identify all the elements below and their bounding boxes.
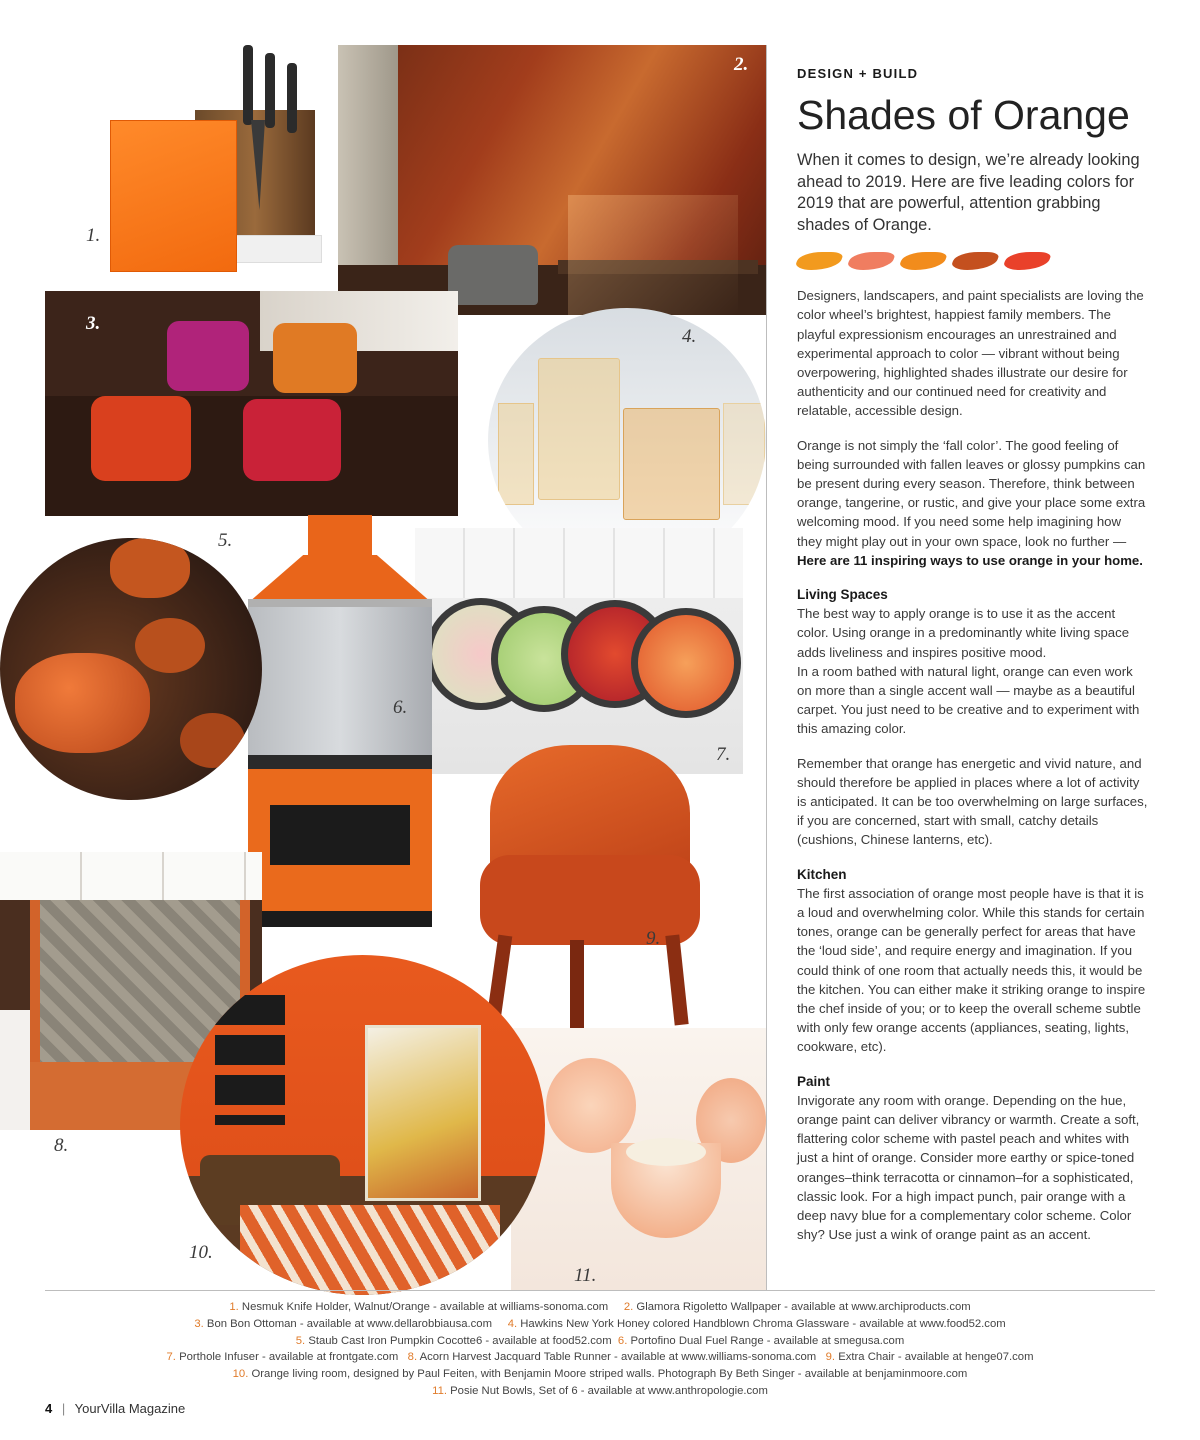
- footer-separator: |: [61, 1401, 66, 1416]
- paragraph-2-bold: Here are 11 inspiring ways to use orange in your home.: [797, 552, 1143, 568]
- credit-text: Porthole Infuser - available at frontgate.com: [179, 1351, 399, 1364]
- photo-wallpaper-room: [338, 45, 766, 315]
- credit-number: 3.: [194, 1317, 204, 1330]
- swatch-1: [794, 252, 845, 270]
- heading-paint: Paint: [797, 1073, 831, 1089]
- label-photo-1: 1.: [86, 225, 101, 246]
- credit-number: 1.: [229, 1301, 239, 1313]
- photo-nut-bowls: [511, 1028, 766, 1290]
- credits-line-5: [45, 1366, 1155, 1383]
- paragraph-2-text: Orange is not simply the ‘fall color’. The good feeling of being surrounded with fallen leaves or glossy pumpkins can be present during every season. Therefore, think between orange, tangerine, or rustic, and give your place some extra welcoming mood. If you need some help imagining how they might play out in your own space, look no further —: [797, 437, 1146, 549]
- paint-paragraph: Invigorate any room with orange. Depending on the hue, orange paint can deliver vibrancy or warmth. Create a soft, flattering color scheme with pastel peach and whites with just a hint of orange. Consider more earthy or spice-toned oranges–think terracotta or cinnamon–for a sophisticated, classic look. For a high impact punch, pair orange with a deep navy blue for a complementary color scheme. Color shy? Use just a wink of orange paint as an accent.: [797, 1092, 1140, 1243]
- photo-pumpkin-cocotte: [0, 538, 262, 800]
- page-number: 4: [45, 1401, 53, 1416]
- color-swatches: [797, 252, 1149, 270]
- credits-line-2: [45, 1316, 1155, 1333]
- credit-number: 8.: [407, 1351, 418, 1364]
- credit-number: 6.: [617, 1334, 628, 1347]
- paragraph-2: [797, 436, 1149, 570]
- paragraph-1: Designers, landscapers, and paint specialists are loving the color wheel’s brightest, happiest family members. The playful expressionism encourages an unrestrained and experimental approach to color — vibrant without being overpowering, highlighted shades illustrate our desire for authenticity and our continued need for creativity and relatable, accessible design.: [797, 288, 1144, 419]
- credits-line-4: [45, 1349, 1155, 1366]
- credit-number: 10.: [232, 1368, 249, 1381]
- swatch-2: [846, 252, 897, 270]
- credits-divider: [45, 1290, 1155, 1291]
- credit-text: Orange living room, designed by Paul Feiten, with Benjamin Moore striped walls. Photograph By Beth Singer - available at benjaminmoore.com: [251, 1368, 968, 1381]
- photo-chair: [470, 745, 710, 1065]
- page-footer: [45, 1401, 185, 1416]
- photo-orange-living-room: [180, 955, 545, 1295]
- credits-line-1: [45, 1299, 1155, 1316]
- credits-line-6: [45, 1383, 1155, 1400]
- label-photo-11: 11.: [574, 1265, 597, 1286]
- label-photo-6: 6.: [393, 697, 408, 718]
- kitchen-paragraph: The first association of orange most people have is that it is a loud and overwhelming color. While this stands for certain tones, orange can be generally perfect for areas that have the ‘loud side’, and require energy and imagination. If you could think of one room that actually needs this, it would be the kitchen. You can either make it striking orange to inspire the chef inside of you; or to keep the overall scheme subtle with only few orange accents (appliances, seating, lights, cookware, etc).: [797, 885, 1146, 1055]
- credit-number: 11.: [432, 1384, 447, 1397]
- section-kicker: DESIGN + BUILD: [797, 66, 919, 81]
- swatch-3: [898, 252, 949, 270]
- magazine-name: YourVilla Magazine: [74, 1401, 186, 1416]
- credit-text: Portofino Dual Fuel Range - available at smegusa.com: [630, 1334, 905, 1347]
- article-intro: When it comes to design, we’re already looking ahead to 2019. Here are five leading colors for 2019 that are powerful, attention grabbing shades of Orange.: [797, 151, 1140, 234]
- credit-text: Posie Nut Bowls, Set of 6 - available at www.anthropologie.com: [450, 1384, 768, 1397]
- credit-text: Hawkins New York Honey colored Handblown Chroma Glassware - available at www.food52.com: [520, 1317, 1006, 1330]
- credit-text: Nesmuk Knife Holder, Walnut/Orange - available at williams-sonoma.com: [241, 1301, 609, 1313]
- living-paragraph-3: Remember that orange has energetic and vivid nature, and should therefore be applied in places where a lot of activity is anticipated. It can be too overwhelming on large surfaces, if you are concerned, start with small, catchy details (cushions, Chinese lanterns, etc).: [797, 755, 1148, 848]
- label-photo-7: 7.: [716, 744, 731, 765]
- credit-number: 2.: [623, 1301, 634, 1313]
- swatch-4: [950, 252, 1001, 270]
- photo-infusers: [415, 528, 743, 774]
- label-photo-8: 8.: [54, 1135, 69, 1156]
- living-paragraph-2: In a room bathed with natural light, orange can even work on more than a single accent wall — maybe as a beautiful carpet. You just need to be creative and to experiment with this amazing color.: [797, 663, 1140, 737]
- photo-credits: [45, 1299, 1155, 1400]
- photo-knife-holder: [105, 45, 325, 275]
- article-title: Shades of Orange: [797, 92, 1130, 138]
- photo-range: [248, 515, 432, 927]
- heading-kitchen: Kitchen: [797, 866, 847, 882]
- credit-text: Extra Chair - available at henge07.com: [838, 1351, 1034, 1364]
- credit-text: Bon Bon Ottoman - available at www.dellarobbiausa.com: [206, 1317, 492, 1330]
- label-photo-9: 9.: [646, 928, 661, 949]
- living-paragraph-1: The best way to apply orange is to use it as the accent color. Using orange in a predominantly white living space adds liveliness and inspires positive mood.: [797, 606, 1130, 660]
- photo-ottomans: [45, 291, 458, 516]
- label-photo-5: 5.: [218, 530, 233, 551]
- article: [797, 66, 1149, 1259]
- credit-text: Glamora Rigoletto Wallpaper - available at www.archiproducts.com: [636, 1301, 971, 1313]
- credit-number: 5.: [295, 1334, 306, 1347]
- label-photo-4: 4.: [682, 326, 697, 347]
- credit-number: 9.: [825, 1351, 836, 1364]
- column-divider: [766, 45, 767, 1290]
- credit-number: 4.: [507, 1317, 518, 1330]
- label-photo-2: 2.: [734, 54, 749, 75]
- label-photo-3: 3.: [86, 313, 101, 334]
- heading-living-spaces: Living Spaces: [797, 586, 888, 602]
- credit-text: Staub Cast Iron Pumpkin Cocotte6 - available at food52.com: [308, 1334, 612, 1347]
- credit-text: Acorn Harvest Jacquard Table Runner - available at www.williams-sonoma.com: [419, 1351, 817, 1364]
- swatch-5: [1002, 252, 1053, 270]
- credits-line-3: [45, 1333, 1155, 1350]
- label-photo-10: 10.: [189, 1242, 213, 1263]
- credit-number: 7.: [166, 1351, 176, 1364]
